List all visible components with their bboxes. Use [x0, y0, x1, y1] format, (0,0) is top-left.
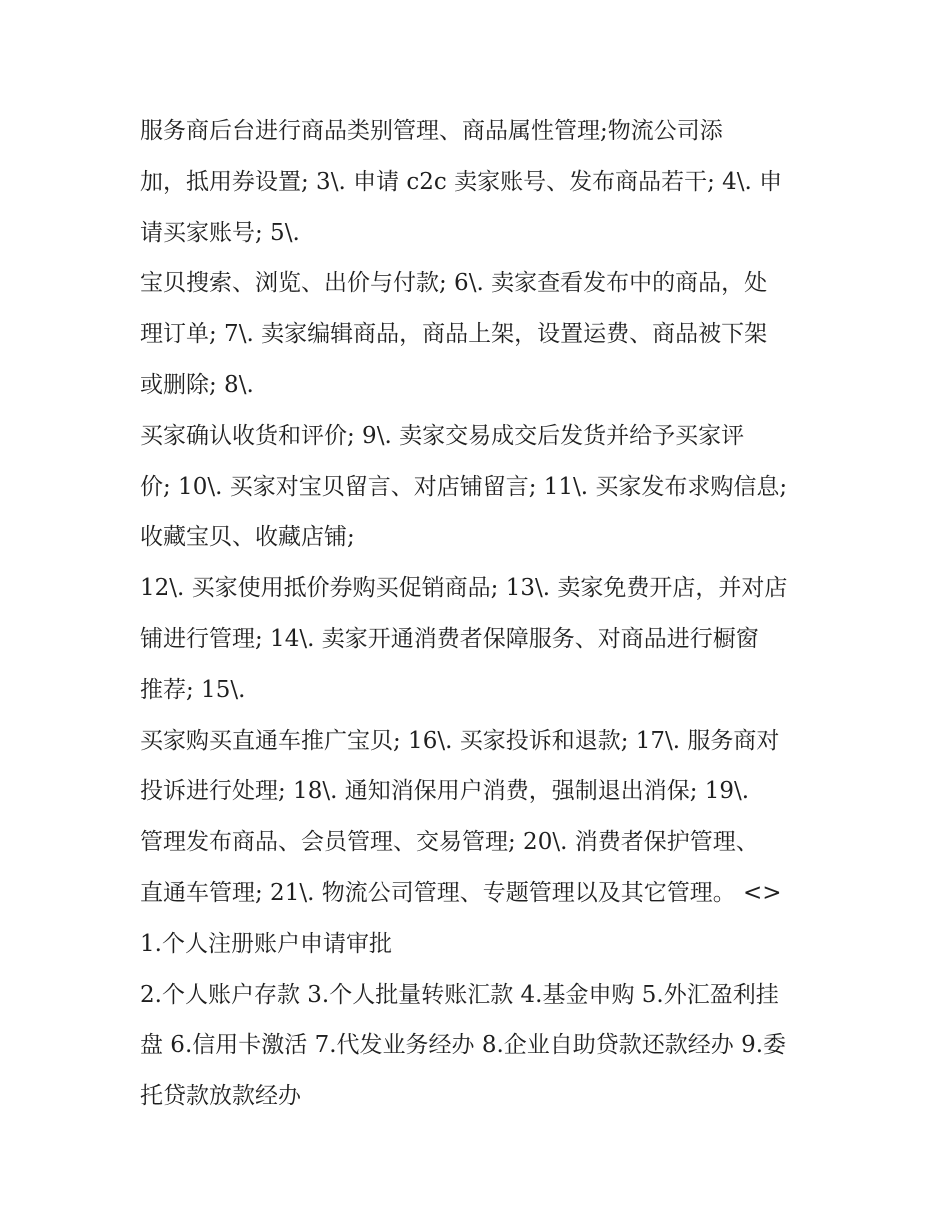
text-line: 理订单; 7\. 卖家编辑商品，商品上架，设置运费、商品被下架 — [140, 321, 768, 348]
text-line: 收藏宝贝、收藏店铺; — [140, 524, 355, 551]
text-line: 请买家账号; 5\. — [140, 219, 300, 246]
text-line: 2.个人账户存款 3.个人批量转账汇款 4.基金申购 5.外汇盈利挂 — [140, 981, 779, 1008]
text-line: 价; 10\. 买家对宝贝留言、对店铺留言; 11\. 买家发布求购信息; — [140, 473, 788, 500]
text-line: 管理发布商品、会员管理、交易管理; 20\. 消费者保护管理、 — [140, 829, 759, 856]
text-line: 或删除; 8\. — [140, 371, 254, 398]
text-line: 宝贝搜索、浏览、出价与付款; 6\. 卖家查看发布中的商品，处 — [140, 270, 768, 297]
text-line: 1.个人注册账户申请审批 — [140, 930, 392, 957]
text-line: 买家确认收货和评价; 9\. 卖家交易成交后发货并给予买家评 — [140, 422, 745, 449]
text-line: 12\. 买家使用抵价券购买促销商品; 13\. 卖家免费开店，并对店 — [140, 575, 788, 602]
text-line: 推荐; 15\. — [140, 676, 246, 703]
text-line: 加，抵用券设置; 3\. 申请 c2c 卖家账号、发布商品若干; 4\. 申 — [140, 168, 783, 195]
document-body — [140, 106, 820, 1122]
text-line: 投诉进行处理; 18\. 通知消保用户消费，强制退出消保; 19\. — [140, 778, 750, 805]
text-line: 盘 6.信用卡激活 7.代发业务经办 8.企业自助贷款还款经办 9.委 — [140, 1032, 787, 1059]
text-line: 铺进行管理; 14\. 卖家开通消费者保障服务、对商品进行橱窗 — [140, 625, 759, 652]
text-line: 服务商后台进行商品类别管理、商品属性管理;物流公司添 — [140, 118, 723, 144]
text-line: 买家购买直通车推广宝贝; 16\. 买家投诉和退款; 17\. 服务商对 — [140, 727, 780, 754]
text-line: 托贷款放款经办 — [140, 1083, 301, 1110]
text-line: 直通车管理; 21\. 物流公司管理、专题管理以及其它管理。 <> — [140, 879, 782, 906]
